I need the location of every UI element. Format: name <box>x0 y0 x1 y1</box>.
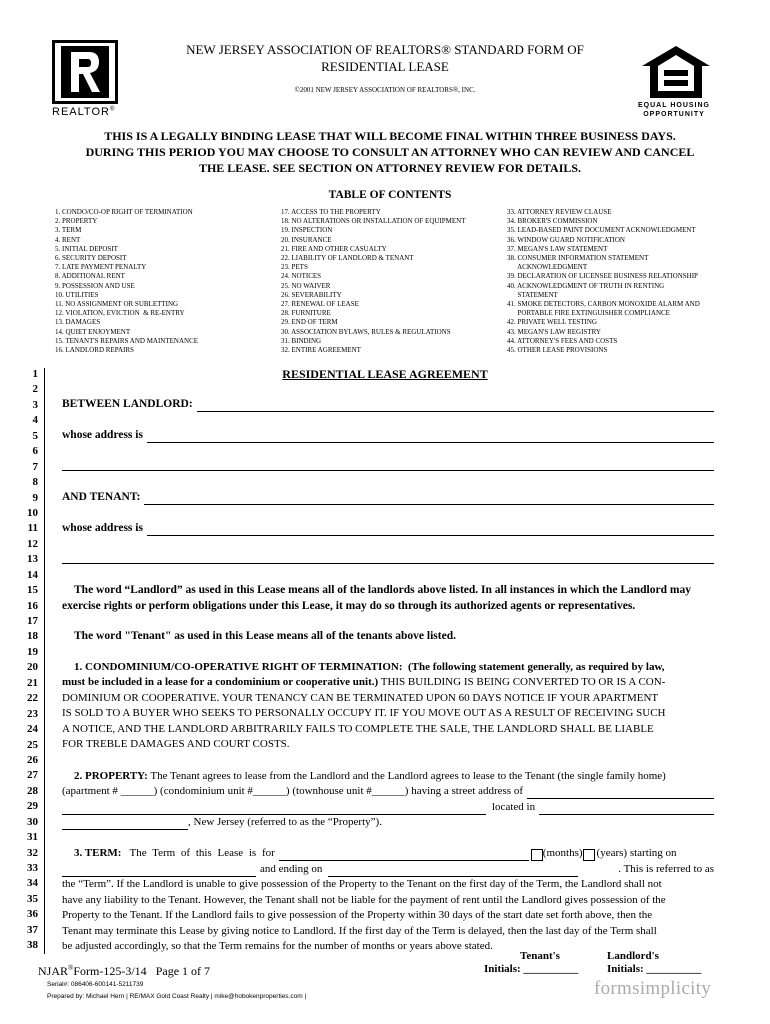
tenant-name-field[interactable] <box>144 493 714 505</box>
and-tenant-row <box>62 490 714 505</box>
line-number: 20 <box>27 661 38 674</box>
toc-item: 42. PRIVATE WELL TESTING <box>507 318 597 327</box>
form-title-line1: NEW JERSEY ASSOCIATION OF REALTORS® STANDARD FORM OF <box>186 42 584 57</box>
between-landlord-label: BETWEEN LANDLORD: <box>62 398 193 410</box>
toc-item: 20. INSURANCE <box>281 235 332 244</box>
toc-item: 21. FIRE AND OTHER CASUALTY <box>281 244 387 253</box>
section-1-line5: A NOTICE, AND THE LANDLORD ARBITRARILY FAILS TO COMPLETE THE SALE, THE LANDLORD SHALL BE LIABLE <box>62 723 654 735</box>
section-2-line2: (apartment # ______) (condominium unit #______) (townhouse unit #______) having a street address of <box>62 784 714 799</box>
toc-item: 36. WINDOW GUARD NOTIFICATION <box>507 235 625 244</box>
line-number: 24 <box>27 723 38 736</box>
years-checkbox[interactable] <box>583 849 595 861</box>
tenant-initials: Tenant's Initials: __________ <box>484 950 596 976</box>
line-number: 18 <box>27 630 38 643</box>
line-number: 19 <box>27 645 38 658</box>
tenant-address-row <box>62 521 714 536</box>
landlord-initials-field[interactable]: Initials: __________ <box>607 963 702 975</box>
realtor-r-icon <box>61 46 109 98</box>
section-2-line3: located in <box>62 800 714 815</box>
page-number: Page 1 of 7 <box>155 964 211 978</box>
line-number: 15 <box>27 584 38 597</box>
street-address-field[interactable] <box>527 787 714 799</box>
tenant-definition: The word "Tenant" as used in this Lease means all of the tenants above listed. <box>74 630 456 642</box>
toc-item: 13. DAMAGES <box>55 318 101 327</box>
form-id: NJAR®Form-125-3/14 Page 1 of 7 <box>38 964 211 978</box>
line-number: 12 <box>27 537 38 550</box>
section-2-line4: , New Jersey (referred to as the “Property”). <box>62 815 714 830</box>
line-number: 33 <box>27 862 38 874</box>
line-number: 11 <box>27 522 38 535</box>
line-number: 10 <box>27 506 38 519</box>
line-number: 16 <box>27 599 38 612</box>
line-number: 23 <box>27 707 38 720</box>
toc-item: 37. MEGAN'S LAW STATEMENT <box>507 244 608 253</box>
line-number: 25 <box>27 738 38 751</box>
section-2-line1: 2. PROPERTY: The Tenant agrees to lease from the Landlord and the Landlord agrees to lease to the Tenant (the single family home) <box>74 770 666 782</box>
landlord-address-field-2[interactable] <box>62 459 714 471</box>
section-1-title: 1. CONDOMINIUM/CO-OPERATIVE RIGHT OF TERMINATION: <box>74 661 403 673</box>
line-number: 31 <box>27 831 38 844</box>
tenant-address-row-2 <box>62 552 714 564</box>
realtor-wordmark: REALTOR® <box>52 106 116 118</box>
tenant-address-field[interactable] <box>147 524 714 536</box>
equal-housing-icon <box>640 44 712 100</box>
section-3-line2: and ending on . This is referred to as <box>62 862 714 877</box>
section-3-line5: Property to the Tenant. If the Landlord fails to give possession of the Property within 30 days of the start date set forth above, then the <box>62 909 653 921</box>
toc-item: 10. UTILITIES <box>55 290 99 299</box>
toc-item: 32. ENTIRE AGREEMENT <box>281 346 361 355</box>
section-1-line3: DOMINIUM OR COOPERATIVE. YOUR TENANCY CAN BE TERMINATED UPON 60 DAYS NOTICE IF YOUR APARTMENT <box>62 692 659 704</box>
form-title-line2: RESIDENTIAL LEASE <box>321 59 449 74</box>
tenant-initials-field[interactable]: Initials: __________ <box>484 963 579 975</box>
section-3-line4: have any liability to the Tenant. However, the Tenant shall not be liable for the payment of rent until the Landlord gives possession of the <box>62 894 666 906</box>
toc-item: PORTABLE FIRE EXTINGUISHER COMPLIANCE <box>507 309 670 318</box>
county-field[interactable] <box>62 818 188 830</box>
line-number: 4 <box>32 414 38 427</box>
line-number: 2 <box>32 383 38 396</box>
landlord-definition: The word “Landlord” as used in this Lease means all of the landlords above listed. In all instances in which the Landlord may <box>74 584 691 596</box>
line-number: 27 <box>27 769 38 782</box>
toc-item: 17. ACCESS TO THE PROPERTY <box>281 208 381 216</box>
line-number: 14 <box>27 568 38 581</box>
municipality-field[interactable] <box>539 803 714 815</box>
section-3-line7: be adjusted accordingly, so that the Term remains for the number of months or years above stated. <box>62 940 493 952</box>
landlord-definition-2: exercise rights or perform obligations under this Lease, it may do so through its authorized agents or representatives. <box>62 600 636 612</box>
toc-item: 1. CONDO/CO-OP RIGHT OF TERMINATION <box>55 208 193 216</box>
line-number: 3 <box>32 398 38 411</box>
toc-title: TABLE OF CONTENTS <box>328 189 452 201</box>
line-number: 5 <box>32 429 38 442</box>
toc-item: 34. BROKER'S COMMISSION <box>507 217 598 226</box>
equal-housing-text: EQUAL HOUSING OPPORTUNITY <box>638 102 710 118</box>
line-number: 29 <box>27 800 38 813</box>
section-2-title: 2. PROPERTY: <box>74 770 148 782</box>
toc-item: 7. LATE PAYMENT PENALTY <box>55 263 147 272</box>
line-number: 22 <box>27 692 38 705</box>
toc-item: 29. END OF TERM <box>281 318 338 327</box>
toc-item: 22. LIABILITY OF LANDLORD & TENANT <box>281 254 414 263</box>
prepared-by: Prepared by: Michael Hern | RE/MAX Gold Coast Realty | mike@hobokenproperties.com | <box>47 993 307 1000</box>
toc-item: 23. PETS <box>281 263 308 272</box>
formsimplicity-logo: formsimplicity <box>594 978 712 999</box>
margin-rule <box>44 368 45 954</box>
landlord-address-field[interactable] <box>147 431 714 443</box>
line-number: 32 <box>27 846 38 859</box>
term-length-field[interactable] <box>279 849 529 861</box>
line-number: 17 <box>27 615 38 627</box>
lease-heading: RESIDENTIAL LEASE AGREEMENT <box>282 367 488 381</box>
serial-number: Serial#: 086406-600141-5211739 <box>47 981 144 988</box>
section-3-line6: Tenant may terminate this Lease by giving notice to Landlord. If the first day of the Term is delayed, then the last day of the Term shall <box>62 925 657 937</box>
line-number: 13 <box>27 553 38 566</box>
section-1-line1: 1. CONDOMINIUM/CO-OPERATIVE RIGHT OF TERMINATION: (The following statement generally, as required by law, <box>74 661 665 673</box>
toc-item: 35. LEAD-BASED PAINT DOCUMENT ACKNOWLEDGMENT <box>507 226 696 235</box>
attorney-review-warning: THIS IS A LEGALLY BINDING LEASE THAT WILL BECOME FINAL WITHIN THREE BUSINESS DAYS. DURING THIS PERIOD YOU MAY CHOOSE TO CONSULT AN ATTORNEY WHO CAN REVIEW AND CANCEL THE LEASE. SEE SECTION ON ATTORNEY REVIEW FOR DETAILS. <box>85 129 695 175</box>
tenant-address-field-2[interactable] <box>62 552 714 564</box>
line-number: 36 <box>27 908 38 921</box>
toc-item: 24. NOTICES <box>281 272 322 281</box>
toc-item: 3. TERM <box>55 226 82 235</box>
end-date-field[interactable] <box>328 865 578 877</box>
line-number: 21 <box>27 676 38 689</box>
line-number: 38 <box>27 939 38 952</box>
toc-column-3 <box>507 208 700 355</box>
toc-item: 15. TENANT'S REPAIRS AND MAINTENANCE <box>55 336 199 345</box>
landlord-address-row <box>62 428 714 443</box>
section-3-line1: 3. TERM: The Term of this Lease is for (months) (years) starting on <box>62 846 714 861</box>
section-3-line3: the “Term”. If the Landlord is unable to give possession of the Property to the Tenant on the first day of the Term, the Landlord shall not <box>62 878 662 890</box>
toc-item: 43. MEGAN'S LAW REGISTRY <box>507 327 601 336</box>
landlord-address-row-2 <box>62 459 714 471</box>
line-number: 26 <box>27 753 38 766</box>
start-date-field[interactable] <box>62 865 256 877</box>
line-number: 8 <box>32 476 38 489</box>
toc-item: 25. NO WAIVER <box>281 281 331 290</box>
toc-item: 9. POSSESSION AND USE <box>55 281 135 290</box>
and-tenant-label: AND TENANT: <box>62 491 141 503</box>
landlord-address-label: whose address is <box>62 429 143 441</box>
toc-column-2 <box>281 208 466 355</box>
copyright: ©2001 NEW JERSEY ASSOCIATION OF REALTORS®, INC. <box>294 86 476 94</box>
street-address-field-2[interactable] <box>62 803 486 815</box>
toc-item: STATEMENT <box>507 290 558 299</box>
line-number: 1 <box>32 368 38 380</box>
toc-item: 33. ATTORNEY REVIEW CLAUSE <box>507 208 612 216</box>
landlord-initials: Landlord's Initials: __________ <box>607 950 702 975</box>
line-number: 6 <box>32 445 38 458</box>
line-number: 7 <box>32 460 38 473</box>
section-1-line6: FOR TREBLE DAMAGES AND COURT COSTS. <box>62 738 290 750</box>
toc-item: 4. RENT <box>55 235 81 244</box>
toc-item: 6. SECURITY DEPOSIT <box>55 254 127 263</box>
line-number: 9 <box>32 491 38 504</box>
toc-item: 41. SMOKE DETECTORS, CARBON MONOXIDE ALARM AND <box>507 300 700 309</box>
line-number: 28 <box>27 784 38 797</box>
line-numbers <box>18 367 38 954</box>
section-3-title: 3. TERM: <box>74 847 122 859</box>
between-landlord-row <box>62 397 714 412</box>
toc-item: ACKNOWLEDGMENT <box>507 263 588 272</box>
toc-item: 45. OTHER LEASE PROVISIONS <box>507 346 608 355</box>
toc-item: 38. CONSUMER INFORMATION STATEMENT <box>507 254 649 263</box>
toc-item: 2. PROPERTY <box>55 217 98 226</box>
toc-item: 12. VIOLATION, EVICTION & RE-ENTRY <box>55 309 185 318</box>
toc-item: 14. QUIET ENJOYMENT <box>55 327 131 336</box>
tenant-address-label: whose address is <box>62 522 143 534</box>
toc-item: 18. NO ALTERATIONS OR INSTALLATION OF EQUIPMENT <box>281 217 466 226</box>
toc-item: 31. BINDING <box>281 336 322 345</box>
realtor-logo <box>52 40 118 104</box>
toc-item: 11. NO ASSIGNMENT OR SUBLETTING <box>55 300 179 309</box>
line-number: 34 <box>27 877 38 890</box>
section-1-line4: IS SOLD TO A BUYER WHO SEEKS TO PERSONALLY OCCUPY IT. IF YOU MOVE OUT AS A RESULT OF RECEIVING SUCH <box>62 707 666 719</box>
landlord-name-field[interactable] <box>197 400 714 412</box>
toc-item: 16. LANDLORD REPAIRS <box>55 346 134 355</box>
line-number: 35 <box>27 892 38 905</box>
toc-item: 40. ACKNOWLEDGMENT OF TRUTH IN RENTING <box>507 281 665 290</box>
toc-item: 5. INITIAL DEPOSIT <box>55 244 118 253</box>
toc-item: 44. ATTORNEY'S FEES AND COSTS <box>507 336 618 345</box>
line-number: 37 <box>27 923 38 936</box>
toc-item: 39. DECLARATION OF LICENSEE BUSINESS RELATIONSHIP <box>507 272 698 281</box>
section-1-line2: must be included in a lease for a condominium or cooperative unit.) THIS BUILDING IS BEING CONVERTED TO OR IS A CON- <box>62 676 666 688</box>
toc-item: 19. INSPECTION <box>281 226 333 235</box>
months-checkbox[interactable] <box>531 849 543 861</box>
toc-item: 28. FURNITURE <box>281 309 331 318</box>
toc-column-1 <box>55 208 198 355</box>
toc-item: 26. SEVERABILITY <box>281 290 342 299</box>
toc-item: 27. RENEWAL OF LEASE <box>281 300 359 309</box>
toc-item: 30. ASSOCIATION BYLAWS, RULES & REGULATIONS <box>281 327 451 336</box>
toc-item: 8. ADDITIONAL RENT <box>55 272 125 281</box>
line-number: 30 <box>27 815 38 828</box>
